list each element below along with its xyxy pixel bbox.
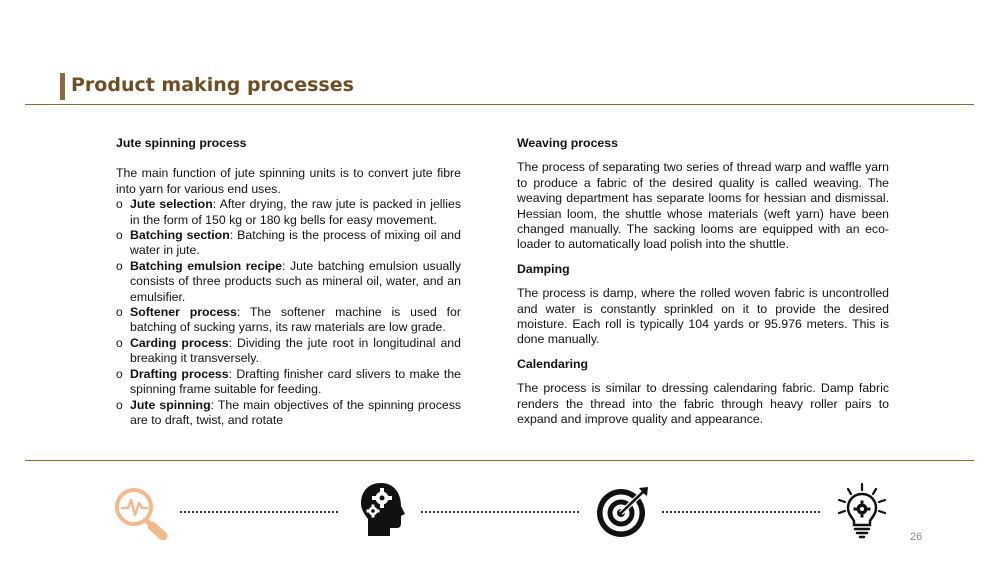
bullet-icon: o	[116, 197, 123, 212]
top-divider	[25, 104, 974, 105]
item-term: Batching emulsion recipe	[130, 258, 282, 273]
title-accent-bar	[60, 73, 65, 100]
bullet-icon: o	[116, 335, 123, 350]
item-text: : Drafting finisher card slivers to make the spinning frame suitable for feeding.	[130, 366, 462, 397]
bullet-icon: o	[116, 228, 123, 243]
list-item	[116, 259, 461, 305]
list-item	[116, 228, 461, 259]
page-title: Product making processes	[71, 74, 354, 96]
calendaring-heading: Calendaring	[517, 356, 589, 371]
weaving-heading: Weaving process	[517, 136, 618, 150]
section-heading: Jute spinning process	[116, 136, 247, 150]
bullet-icon: o	[116, 366, 123, 381]
damping-heading: Damping	[517, 261, 570, 276]
page-number: 26	[910, 531, 923, 543]
item-term: Jute selection	[130, 197, 213, 212]
bullet-icon: o	[116, 305, 123, 320]
item-term: Softener process	[130, 305, 237, 320]
item-text: : The main objectives of the spinning process are to draft, twist, and rotate	[130, 397, 461, 427]
item-text: : After drying, the raw jute is packed in jellies in the form of 150 kg or 180 kg bells for easy movement.	[130, 197, 461, 227]
magnifier-analysis-icon	[112, 485, 170, 541]
calendaring-paragraph: The process is similar to dressing calendaring fabric. Damp fabric renders the thread into the fabric through heavy roller pairs to expand and improve quality and appearance.	[517, 381, 889, 427]
item-text: : The softener machine is used for batching of sucking yarns, its raw materials are low grade.	[130, 305, 461, 335]
list-item	[116, 336, 461, 367]
dotted-connector	[180, 511, 338, 513]
list-item	[116, 197, 461, 228]
item-text: : Batching is the process of mixing oil and water in jute.	[130, 228, 461, 258]
list-item	[116, 398, 461, 429]
list-item	[116, 305, 461, 336]
lightbulb-gear-icon	[836, 482, 888, 540]
intro-paragraph: The main function of jute spinning units is to convert jute fibre into yarn for various end uses.	[116, 166, 461, 196]
item-text: : Jute batching emulsion usually consists of three products such as mineral oil, water, and an emulsifier.	[130, 258, 461, 304]
right-column	[517, 136, 889, 437]
bullet-icon: o	[116, 258, 123, 273]
item-term: Jute spinning	[130, 397, 211, 412]
dotted-connector	[421, 511, 579, 513]
dotted-connector	[662, 511, 820, 513]
left-column	[116, 136, 461, 428]
item-term: Carding process	[130, 335, 229, 350]
weaving-paragraph: The process of separating two series of thread warp and waffle yarn to produce a fabric of the desired quality is called weaving. The weaving department has separate looms for hessian and dismissal. Hessian loom, the shuttle whose materials (weft yarn) have been changed manually. The sacking looms are equipped with an eco-loader to automatically load polish into the shuttle.	[517, 160, 889, 252]
head-gears-icon	[357, 480, 407, 538]
list-item	[116, 367, 461, 398]
item-term: Batching section	[130, 228, 230, 243]
bottom-divider	[25, 460, 974, 461]
item-term: Drafting process	[130, 366, 229, 381]
item-text: : Dividing the jute root in longitudinal and breaking it transversely.	[130, 335, 461, 366]
target-arrow-icon	[594, 484, 652, 540]
process-list	[116, 197, 461, 428]
bullet-icon: o	[116, 397, 123, 412]
damping-paragraph: The process is damp, where the rolled woven fabric is uncontrolled and water is constantly sprinkled on it to provide the desired moisture. Each roll is typically 104 yards or 95.976 meters. This is done manually.	[517, 286, 889, 347]
